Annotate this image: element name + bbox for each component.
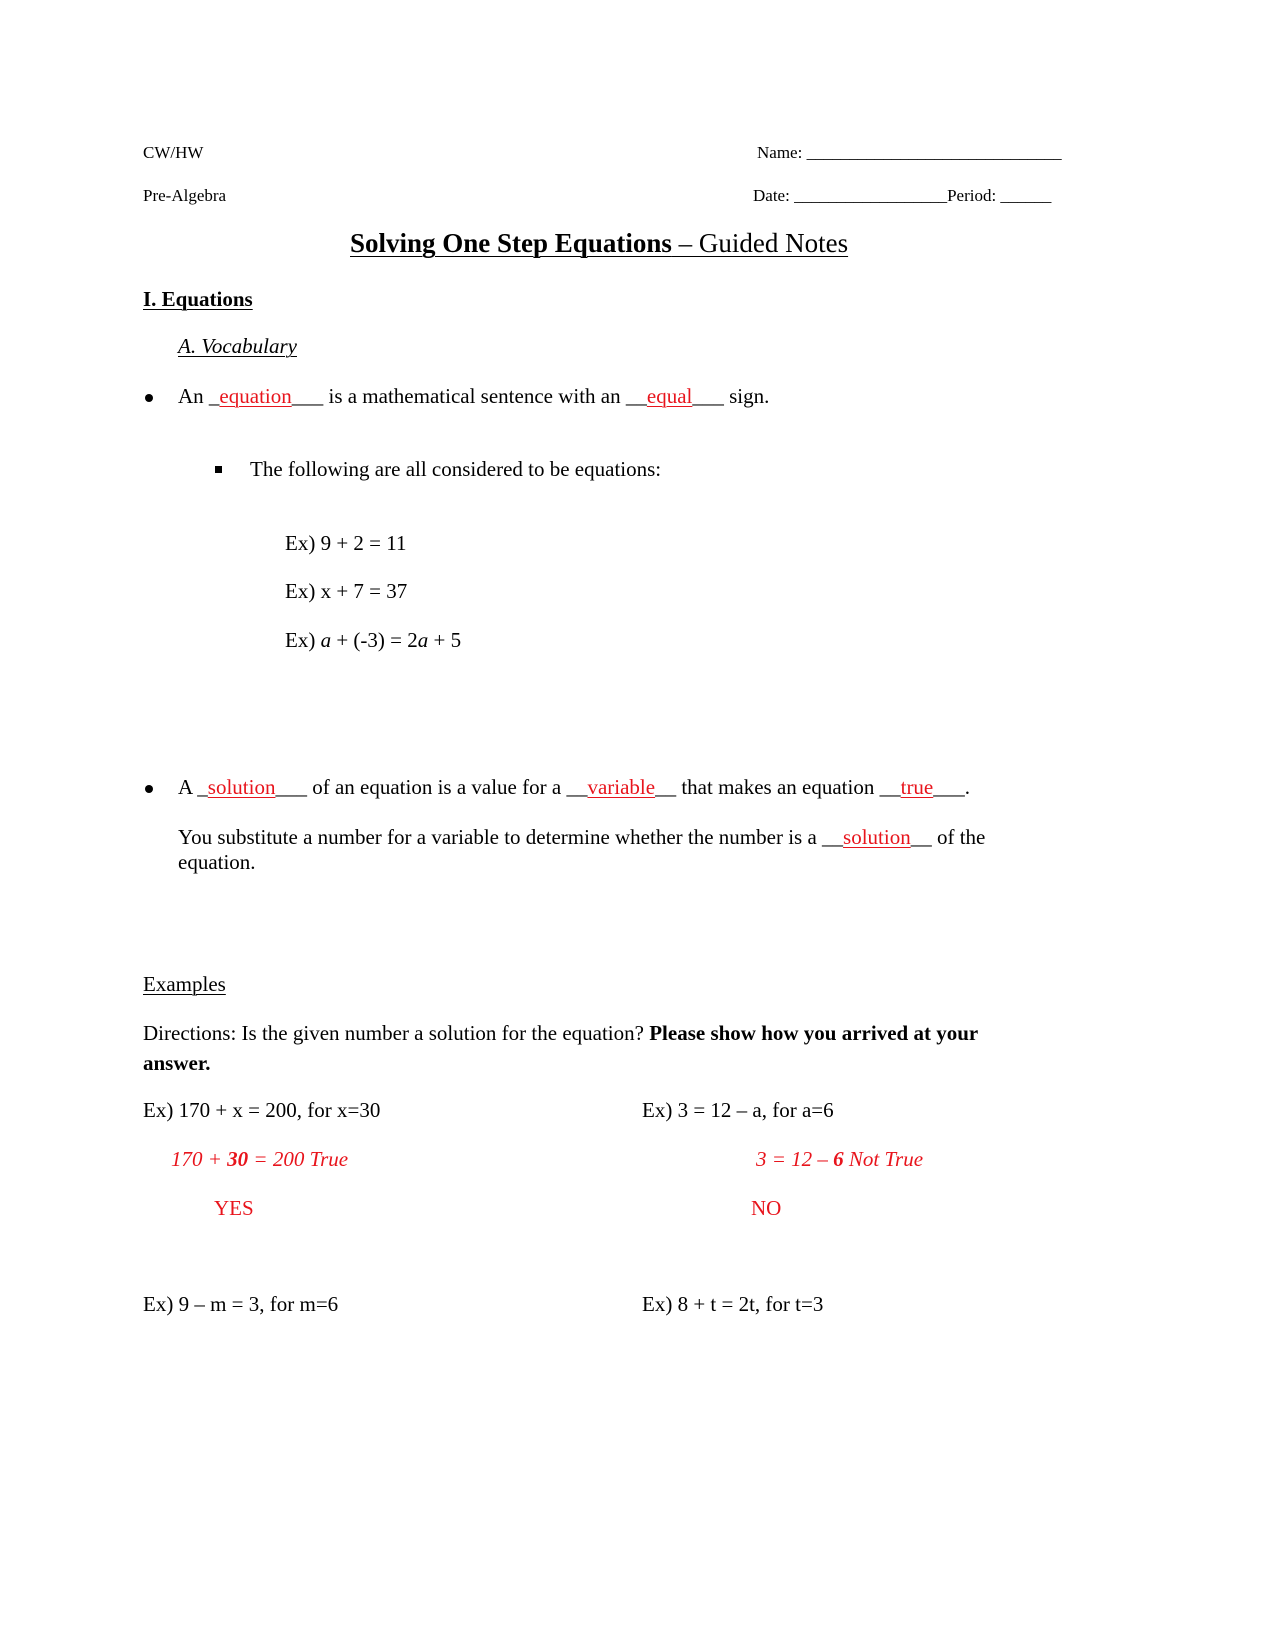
text-span: You substitute a number for a variable to determine whether the number is a __ [178,825,844,849]
bullet-dot [145,394,153,402]
text-span: ___ sign. [692,384,770,408]
text-span: A _ [178,775,208,799]
variable-a: a [417,628,429,652]
title-bold: Solving One Step Equations [350,228,672,258]
substituted-value: 6 [833,1147,844,1171]
example-equation-1: Ex) 9 + 2 = 11 [285,531,407,555]
variable-a: a [320,628,332,652]
name-field[interactable]: Name: ______________________________ [757,143,1062,162]
example-d: Ex) 8 + t = 2t, for t=3 [642,1292,824,1316]
answer-equation: equation [219,384,292,408]
bullet-dot [145,785,153,793]
square-bullet [215,466,222,473]
example-equation-3 [285,628,461,653]
example-a: Ex) 170 + x = 200, for x=30 [143,1098,381,1122]
class-type-label: CW/HW [143,143,204,162]
answer-variable: variable [587,775,656,799]
example-a-work [171,1147,348,1172]
title-rest: – Guided Notes [671,228,849,258]
text-span: ___ is a mathematical sentence with an __ [291,384,647,408]
substituted-value: 30 [227,1147,249,1171]
equation-definition [178,384,769,409]
example-b: Ex) 3 = 12 – a, for a=6 [642,1098,834,1122]
answer-true: true [900,775,934,799]
directions-line1 [143,1021,978,1046]
example-a-answer: YES [214,1196,254,1220]
page-title [350,228,848,259]
date-period-field[interactable]: Date: __________________Period: ______ [753,186,1052,205]
example-b-answer: NO [751,1196,782,1220]
text-span: ___ of an equation is a value for a __ [275,775,588,799]
example-equation-2: Ex) x + 7 = 37 [285,579,408,603]
section-heading: I. Equations [143,287,253,311]
examples-heading: Examples [143,972,226,996]
text-span: Ex) [285,628,321,652]
answer-solution-2: solution [843,825,911,849]
text-span: + 5 [428,628,462,652]
directions-line2: answer. [143,1051,211,1075]
example-c: Ex) 9 – m = 3, for m=6 [143,1292,339,1316]
text-span: = 200 True [248,1147,349,1171]
subsection-heading: A. Vocabulary [178,334,297,358]
text-span: + (-3) = 2 [331,628,418,652]
text-span: 3 = 12 – [756,1147,834,1171]
text-span: Directions: Is the given number a solution for the equation? [143,1021,650,1045]
sub-bullet-text: The following are all considered to be equations: [250,457,662,481]
text-span: ___. [933,775,971,799]
directions-bold: Please show how you arrived at your [649,1021,979,1045]
text-span: __ that makes an equation __ [655,775,901,799]
course-label: Pre-Algebra [143,186,227,205]
substitute-paragraph-line2: equation. [178,850,256,874]
example-b-work [756,1147,923,1172]
text-span: An _ [178,384,220,408]
substitute-paragraph-line1 [178,825,985,850]
text-span: Not True [843,1147,924,1171]
answer-solution: solution [207,775,276,799]
solution-definition [178,775,970,800]
text-span: __ of the [910,825,986,849]
text-span: 170 + [171,1147,228,1171]
answer-equal: equal [646,384,693,408]
